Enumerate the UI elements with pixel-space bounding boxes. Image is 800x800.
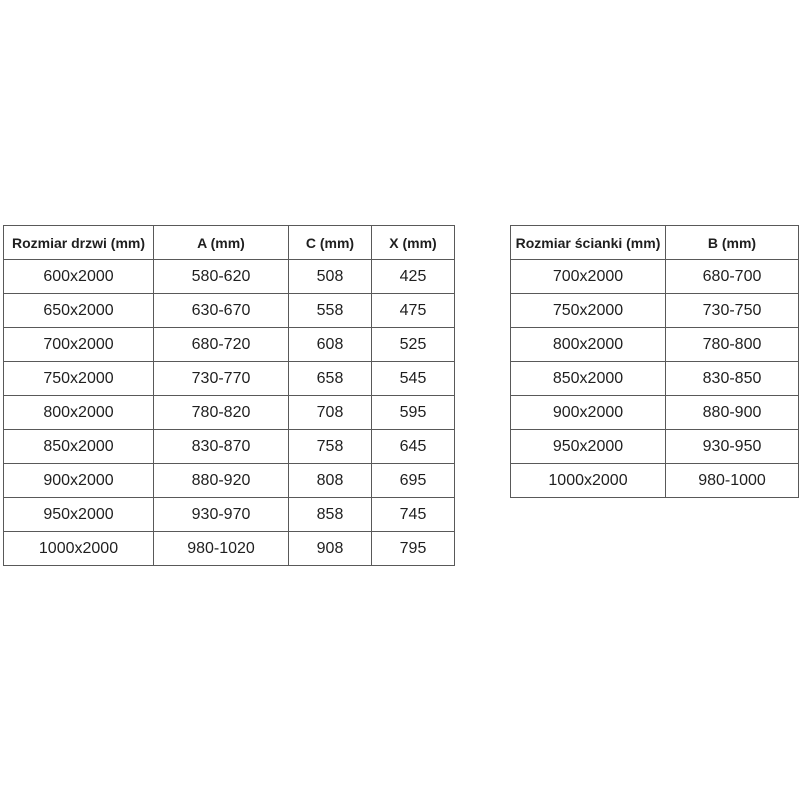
- cell: 1000x2000: [4, 532, 154, 566]
- cell: 425: [372, 260, 455, 294]
- table-row: [4, 498, 455, 532]
- cell: 508: [289, 260, 372, 294]
- door-table-header-c: C (mm): [289, 226, 372, 260]
- cell: 745: [372, 498, 455, 532]
- cell: 780-800: [666, 328, 799, 362]
- cell: 908: [289, 532, 372, 566]
- table-row: [511, 328, 799, 362]
- cell: 850x2000: [511, 362, 666, 396]
- cell: 950x2000: [511, 430, 666, 464]
- table-row: [511, 430, 799, 464]
- cell: 750x2000: [4, 362, 154, 396]
- cell: 475: [372, 294, 455, 328]
- table-row: [4, 362, 455, 396]
- cell: 1000x2000: [511, 464, 666, 498]
- cell: 700x2000: [4, 328, 154, 362]
- cell: 780-820: [154, 396, 289, 430]
- cell: 950x2000: [4, 498, 154, 532]
- cell: 880-920: [154, 464, 289, 498]
- cell: 900x2000: [4, 464, 154, 498]
- cell: 708: [289, 396, 372, 430]
- table-row: [511, 396, 799, 430]
- table-row: [4, 396, 455, 430]
- wall-table-header-b: B (mm): [666, 226, 799, 260]
- cell: 600x2000: [4, 260, 154, 294]
- cell: 750x2000: [511, 294, 666, 328]
- cell: 858: [289, 498, 372, 532]
- cell: 830-870: [154, 430, 289, 464]
- table-row: [511, 464, 799, 498]
- cell: 980-1020: [154, 532, 289, 566]
- cell: 800x2000: [4, 396, 154, 430]
- cell: 930-950: [666, 430, 799, 464]
- table-row: [511, 362, 799, 396]
- table-row: [4, 260, 455, 294]
- cell: 658: [289, 362, 372, 396]
- cell: 700x2000: [511, 260, 666, 294]
- cell: 680-720: [154, 328, 289, 362]
- cell: 580-620: [154, 260, 289, 294]
- table-row: [4, 464, 455, 498]
- cell: 545: [372, 362, 455, 396]
- cell: 808: [289, 464, 372, 498]
- cell: 758: [289, 430, 372, 464]
- cell: 800x2000: [511, 328, 666, 362]
- cell: 595: [372, 396, 455, 430]
- table-row: [4, 294, 455, 328]
- cell: 630-670: [154, 294, 289, 328]
- cell: 650x2000: [4, 294, 154, 328]
- cell: 880-900: [666, 396, 799, 430]
- cell: 795: [372, 532, 455, 566]
- wall-table-header-size: Rozmiar ścianki (mm): [511, 226, 666, 260]
- cell: 830-850: [666, 362, 799, 396]
- cell: 695: [372, 464, 455, 498]
- cell: 608: [289, 328, 372, 362]
- table-row: [511, 260, 799, 294]
- cell: 525: [372, 328, 455, 362]
- table-row: [4, 328, 455, 362]
- wall-table-header-row: [511, 226, 799, 260]
- cell: 730-770: [154, 362, 289, 396]
- door-table-header-size: Rozmiar drzwi (mm): [4, 226, 154, 260]
- door-size-table: [3, 225, 455, 566]
- cell: 900x2000: [511, 396, 666, 430]
- door-table-header-row: [4, 226, 455, 260]
- cell: 980-1000: [666, 464, 799, 498]
- wall-size-table: [510, 225, 799, 498]
- door-table-header-x: X (mm): [372, 226, 455, 260]
- cell: 850x2000: [4, 430, 154, 464]
- cell: 730-750: [666, 294, 799, 328]
- cell: 680-700: [666, 260, 799, 294]
- door-table-header-a: A (mm): [154, 226, 289, 260]
- table-row: [4, 430, 455, 464]
- cell: 645: [372, 430, 455, 464]
- table-row: [511, 294, 799, 328]
- table-row: [4, 532, 455, 566]
- cell: 558: [289, 294, 372, 328]
- cell: 930-970: [154, 498, 289, 532]
